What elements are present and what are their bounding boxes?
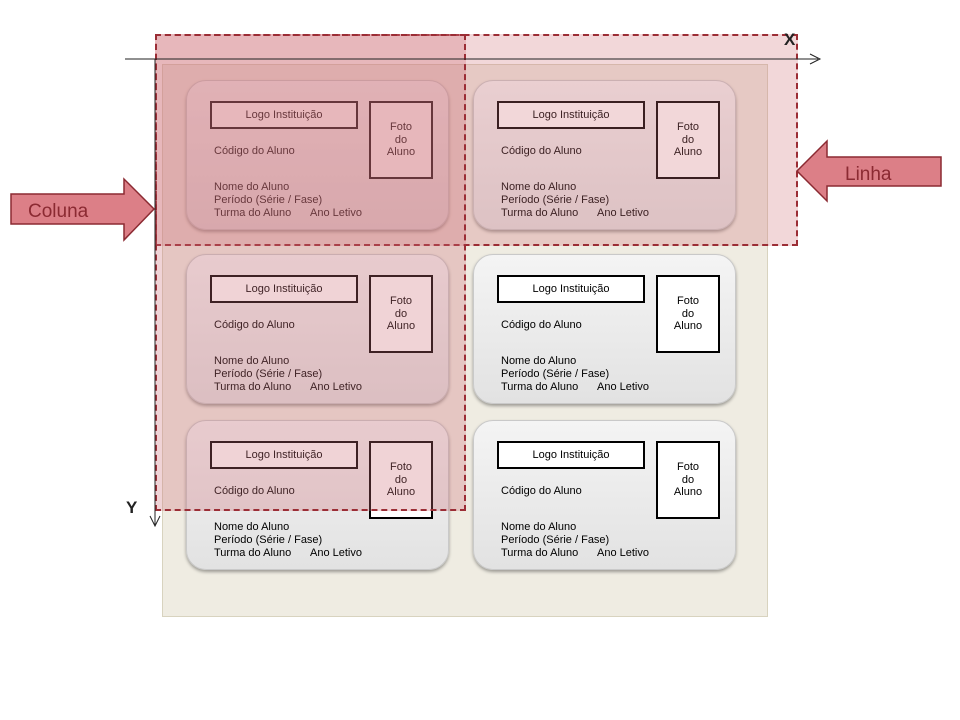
y-axis-label: Y — [126, 498, 138, 517]
student-code: Código do Aluno — [501, 319, 582, 331]
student-code: Código do Aluno — [214, 145, 295, 157]
student-period: Período (Série / Fase) — [501, 194, 610, 206]
student-class: Turma do Aluno — [501, 381, 579, 393]
institution-logo-box: Logo Instituição — [210, 101, 358, 129]
student-code: Código do Aluno — [214, 485, 295, 497]
student-photo-box: Foto do Aluno — [656, 441, 720, 519]
student-period: Período (Série / Fase) — [501, 368, 610, 380]
student-period: Período (Série / Fase) — [214, 534, 323, 546]
student-class: Turma do Aluno — [214, 207, 292, 219]
school-year: Ano Letivo — [310, 547, 362, 559]
student-code: Código do Aluno — [214, 319, 295, 331]
institution-logo-box: Logo Instituição — [210, 275, 358, 303]
student-class: Turma do Aluno — [214, 547, 292, 559]
student-period: Período (Série / Fase) — [214, 194, 323, 206]
student-class: Turma do Aluno — [214, 381, 292, 393]
school-year: Ano Letivo — [597, 207, 649, 219]
institution-logo-box: Logo Instituição — [497, 441, 645, 469]
student-photo-box: Foto do Aluno — [656, 101, 720, 179]
student-photo-box: Foto do Aluno — [369, 441, 433, 519]
institution-logo-box: Logo Instituição — [497, 275, 645, 303]
student-period: Período (Série / Fase) — [214, 368, 323, 380]
student-class: Turma do Aluno — [501, 207, 579, 219]
institution-logo-box: Logo Instituição — [210, 441, 358, 469]
student-class: Turma do Aluno — [501, 547, 579, 559]
institution-logo-box: Logo Instituição — [497, 101, 645, 129]
student-name: Nome do Aluno — [501, 521, 577, 533]
student-photo-box: Foto do Aluno — [656, 275, 720, 353]
student-name: Nome do Aluno — [214, 355, 290, 367]
column-label: Coluna — [28, 201, 89, 222]
row-label: Linha — [845, 164, 892, 185]
student-photo-box: Foto do Aluno — [369, 101, 433, 179]
school-year: Ano Letivo — [310, 381, 362, 393]
student-name: Nome do Aluno — [501, 181, 577, 193]
student-photo-box: Foto do Aluno — [369, 275, 433, 353]
student-code: Código do Aluno — [501, 145, 582, 157]
school-year: Ano Letivo — [310, 207, 362, 219]
student-code: Código do Aluno — [501, 485, 582, 497]
x-axis-label: X — [784, 30, 796, 49]
student-name: Nome do Aluno — [214, 181, 290, 193]
student-name: Nome do Aluno — [501, 355, 577, 367]
student-name: Nome do Aluno — [214, 521, 290, 533]
school-year: Ano Letivo — [597, 381, 649, 393]
school-year: Ano Letivo — [597, 547, 649, 559]
student-period: Período (Série / Fase) — [501, 534, 610, 546]
